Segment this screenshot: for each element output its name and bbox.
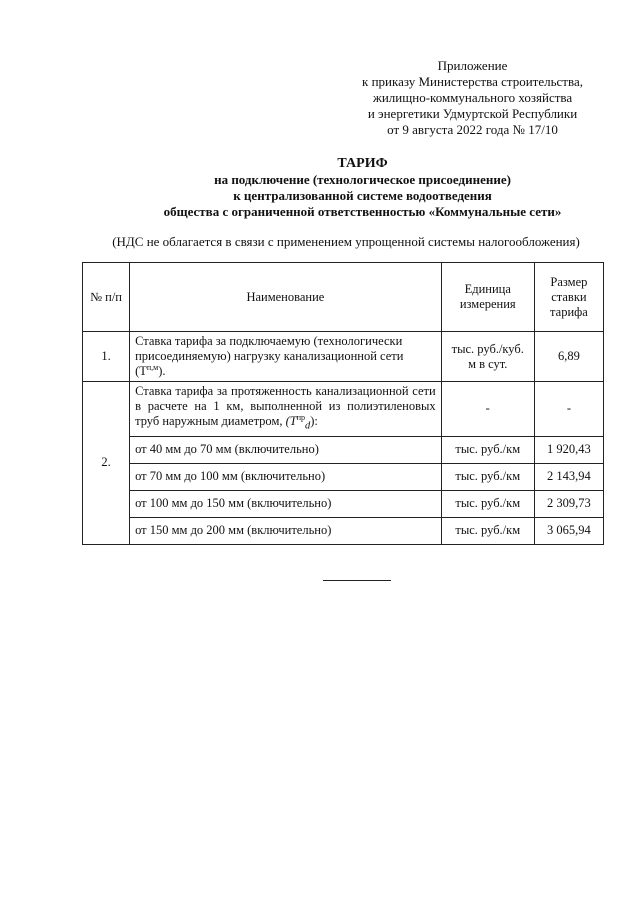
document-title [110,156,615,220]
title-line: к централизованной системе водоотведения [233,188,492,203]
subrow-unit: тыс. руб./км [441,436,534,463]
row-rate: 6,89 [534,332,603,382]
subrow-rate: 3 065,94 [534,517,603,544]
row-name [130,382,442,437]
vat-note: (НДС не облагается в связи с применением упрощенной системы налогообложения) [112,234,580,249]
subrow-unit: тыс. руб./км [441,463,534,490]
subrow-unit: тыс. руб./км [441,490,534,517]
table-header-row [83,263,604,332]
title-line: общества с ограниченной ответственностью «Коммунальные сети» [163,204,562,219]
appendix-block [330,58,615,138]
end-divider [323,580,391,581]
symbol-sup: п,м [146,362,159,372]
subrow-rate: 2 143,94 [534,463,603,490]
appendix-line: и энергетики Удмуртской Республики [367,106,578,121]
row-name-text: Ставка тарифа за протяженность канализационной сети в расчете на 1 км, выполненной из полиэтиленовых труб наружным диаметром, [135,384,436,428]
table-row [83,517,604,544]
symbol-base: (Т [135,364,147,378]
tariff-table [82,262,604,545]
header-unit: Единица измерения [441,263,534,332]
table-row [83,490,604,517]
symbol-end: ): [310,414,318,428]
subrow-name: от 100 мм до 150 мм (включительно) [130,490,442,517]
row-name-text: Ставка тарифа за подключаемую (технологически присоединяемую) нагрузку канализационной сети [135,334,404,363]
subrow-name: от 70 мм до 100 мм (включительно) [130,463,442,490]
symbol-sub: d [305,420,311,432]
row-num: 1. [83,332,130,382]
subrow-name: от 40 мм до 70 мм (включительно) [130,436,442,463]
row-unit: тыс. руб./куб. м в сут. [441,332,534,382]
header-rate: Размер ставки тарифа [534,263,603,332]
appendix-line: к приказу Министерства строительства, [362,74,583,89]
row-unit: - [441,382,534,437]
table-row [83,436,604,463]
appendix-line: от 9 августа 2022 года № 17/10 [387,122,558,137]
subrow-unit: тыс. руб./км [441,517,534,544]
table-row [83,382,604,437]
row-num: 2. [83,382,130,545]
header-num: № п/п [83,263,130,332]
table-row [83,332,604,382]
title-main: ТАРИФ [337,156,388,171]
appendix-line: жилищно-коммунального хозяйства [372,90,573,105]
symbol-base: (T [285,414,297,428]
subrow-rate: 1 920,43 [534,436,603,463]
title-line: на подключение (технологическое присоединение) [214,172,511,187]
symbol-sup: пр [296,412,306,422]
row-rate: - [534,382,603,437]
tariff-symbol [135,364,165,378]
table-row [83,463,604,490]
header-name: Наименование [130,263,442,332]
row-name [130,332,442,382]
tariff-symbol [285,412,318,432]
subrow-name: от 150 мм до 200 мм (включительно) [130,517,442,544]
subrow-rate: 2 309,73 [534,490,603,517]
appendix-line: Приложение [437,58,508,73]
symbol-end: ). [158,364,166,378]
